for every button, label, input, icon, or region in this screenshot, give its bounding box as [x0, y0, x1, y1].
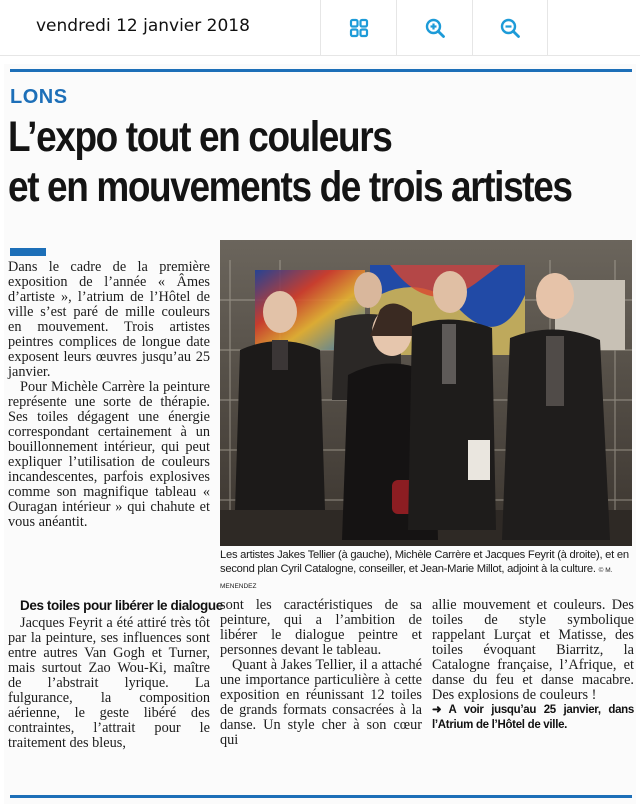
intro-paragraph-1: Dans le cadre de la première exposition de l’année « Âmes d’artiste », l’atrium de l’Hôtel de ville s’est paré de mille couleurs en mouvement. Trois artistes peintres complices de longue date exposent leurs œuvres jusqu’au 25 janvier.	[8, 259, 210, 380]
article-headline	[8, 112, 572, 212]
article-kicker: LONS	[10, 86, 68, 108]
section-subhead: Des toiles pour libérer le dialogue	[20, 598, 223, 613]
zoom-in-button[interactable]	[396, 0, 472, 56]
photo-credit: © M. MENENDEZ	[220, 567, 613, 590]
top-rule	[10, 69, 632, 72]
headline-line-2: et en mouvements de trois artistes	[8, 163, 572, 211]
zoom-out-icon	[499, 17, 521, 39]
zoom-in-icon	[424, 17, 446, 39]
grid-view-icon	[348, 17, 370, 39]
arrow-right-icon: ➜	[432, 704, 442, 716]
article-photo	[220, 240, 632, 546]
bottom-rule	[10, 795, 632, 798]
reader-toolbar	[0, 0, 640, 56]
exhibition-info-text: A voir jusqu’au 25 janvier, dans l’Atrium de l’Hôtel de ville.	[432, 704, 634, 731]
grid-view-button[interactable]	[320, 0, 396, 56]
edition-date: vendredi 12 janvier 2018	[36, 16, 250, 36]
column-1-paragraph: Jacques Feyrit a été attiré très tôt par la peinture, ses influences sont entre autres Van Gogh et Turner, mais surtout Zao Wou-Ki, maître de l’abstrait lyrique. La fulgurance, la composition aérienne, le geste libéré des contraintes, l’attrait pour le traitement des bleus,	[8, 615, 210, 751]
photo-caption	[220, 548, 634, 594]
article-clipping	[4, 64, 636, 804]
intro-paragraph-2: Pour Michèle Carrère la peinture représente une sorte de thérapie. Ses toiles dégagent une énergie correspondant certainement à un bouillonnement intérieur, qui peut expliquer l’utilisation de couleurs incandescentes, parfois explosives comme son magnifique tableau « Ouragan intérieur » qui chahute et vous anéantit.	[8, 379, 210, 530]
section-marker	[10, 248, 46, 256]
zoom-out-button[interactable]	[472, 0, 548, 56]
column-2-paragraph-2: Quant à Jakes Tellier, il a attaché une importance particulière à cette exposition en réunissant 12 toiles de grands formats consacrées à la danse. Un style cher à son cœur qui	[220, 657, 422, 748]
body-column-2	[220, 598, 422, 748]
column-2-paragraph-1: sont les caractéristiques de sa peinture, qui a l’ambition de libérer le dialogue peintre et personnes devant le tableau.	[220, 597, 422, 658]
exhibition-info	[432, 703, 634, 733]
body-column-3	[432, 598, 634, 733]
headline-line-1: L’expo tout en couleurs	[8, 113, 392, 161]
intro-column	[8, 260, 210, 530]
caption-text: Les artistes Jakes Tellier (à gauche), Michèle Carrère et Jacques Feyrit (à droite), et en second plan Cyril Catalogne, conseiller, et Jean-Marie Millot, adjoint à la culture.	[220, 549, 629, 575]
body-column-1	[8, 616, 210, 751]
column-3-paragraph: allie mouvement et couleurs. Des toiles de style symbolique rappelant Lurçat et Matisse, des toiles évoquant Biarritz, la Catalogne française, l’Afrique, et danse du feu et danse macabre. Des explosions de couleurs !	[432, 597, 634, 703]
group-photo	[220, 240, 632, 546]
